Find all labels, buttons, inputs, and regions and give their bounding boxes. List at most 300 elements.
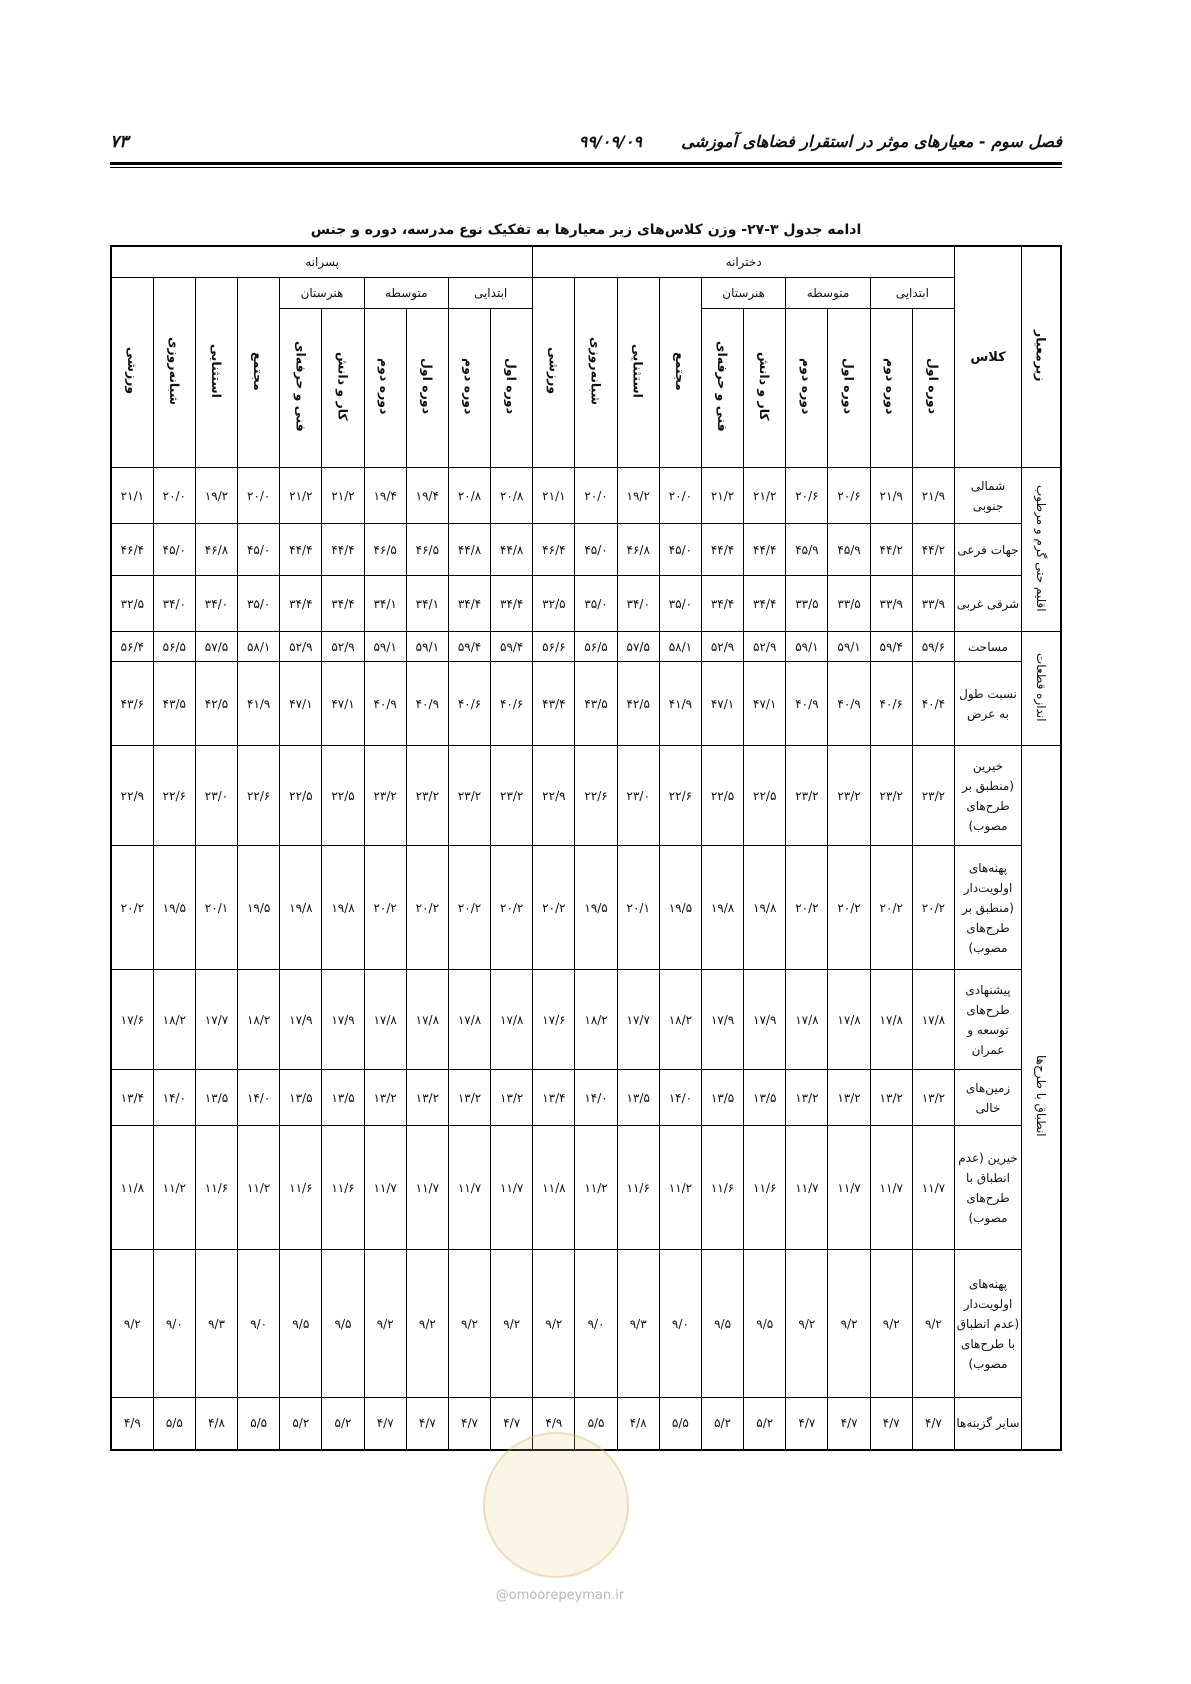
class-label: پهنه‌های اولویت‌دار (منطبق بر طرح‌های مصوب): [955, 846, 1022, 970]
value-cell: ۵۷/۵: [195, 632, 237, 662]
boys-col-technical: فنی و حرفه‌ای: [280, 309, 322, 468]
boys-col-complex: مجتمع: [238, 278, 280, 468]
table-row: [111, 524, 1061, 576]
value-cell: ۳۵/۰: [238, 576, 280, 632]
girls-col-middle-2: دوره دوم: [786, 309, 828, 468]
value-cell: ۹/۰: [153, 1250, 195, 1398]
value-cell: ۲۱/۲: [322, 468, 364, 524]
table-caption: ادامه جدول ۳-۲۷- وزن کلاس‌های زیر معیارها به تفکیک نوع مدرسه، دوره و جنس: [310, 222, 862, 238]
value-cell: ۲۳/۲: [364, 746, 406, 846]
value-cell: ۱۱/۲: [238, 1126, 280, 1250]
value-cell: ۲۰/۲: [364, 846, 406, 970]
value-cell: ۵/۵: [575, 1398, 617, 1450]
table-row: [111, 746, 1061, 846]
value-cell: ۴۴/۴: [744, 524, 786, 576]
value-cell: ۲۲/۵: [744, 746, 786, 846]
value-cell: ۱۱/۷: [870, 1126, 912, 1250]
value-cell: ۳۴/۱: [364, 576, 406, 632]
value-cell: ۳۴/۴: [448, 576, 490, 632]
value-cell: ۴۵/۰: [153, 524, 195, 576]
value-cell: ۴۰/۹: [406, 662, 448, 746]
value-cell: ۵۹/۴: [491, 632, 533, 662]
value-cell: ۱۹/۸: [322, 846, 364, 970]
class-label: مساحت: [955, 632, 1022, 662]
value-cell: ۳۴/۴: [491, 576, 533, 632]
value-cell: ۴۶/۵: [406, 524, 448, 576]
value-cell: ۱۴/۰: [238, 1070, 280, 1126]
value-cell: ۹/۲: [828, 1250, 870, 1398]
boys-col-boarding: شبانه‌روزی: [153, 278, 195, 468]
value-cell: ۲۲/۵: [701, 746, 743, 846]
value-cell: ۴۰/۴: [912, 662, 954, 746]
value-cell: ۳۳/۹: [870, 576, 912, 632]
value-cell: ۴۶/۸: [195, 524, 237, 576]
group-girls: دخترانه: [533, 246, 955, 278]
value-cell: ۲۱/۱: [533, 468, 575, 524]
value-cell: ۹/۰: [575, 1250, 617, 1398]
value-cell: ۵/۲: [322, 1398, 364, 1450]
value-cell: ۴۰/۹: [364, 662, 406, 746]
page-number: ۷۳: [110, 132, 129, 152]
value-cell: ۱۳/۲: [870, 1070, 912, 1126]
boys-col-middle-2: دوره دوم: [364, 309, 406, 468]
value-cell: ۲۰/۲: [533, 846, 575, 970]
value-cell: ۴/۷: [448, 1398, 490, 1450]
value-cell: ۱۹/۵: [238, 846, 280, 970]
value-cell: ۲۳/۲: [870, 746, 912, 846]
value-cell: ۴/۹: [111, 1398, 153, 1450]
value-cell: ۱۷/۸: [870, 970, 912, 1070]
value-cell: ۱۱/۷: [448, 1126, 490, 1250]
value-cell: ۲۱/۹: [912, 468, 954, 524]
value-cell: ۲۰/۱: [195, 846, 237, 970]
value-cell: ۵/۲: [701, 1398, 743, 1450]
class-label: شرقی غربی: [955, 576, 1022, 632]
value-cell: ۲۳/۲: [448, 746, 490, 846]
value-cell: ۱۹/۸: [280, 846, 322, 970]
value-cell: ۹/۲: [364, 1250, 406, 1398]
value-cell: ۱۱/۶: [617, 1126, 659, 1250]
value-cell: ۱۳/۵: [195, 1070, 237, 1126]
value-cell: ۱۸/۲: [575, 970, 617, 1070]
value-cell: ۴۱/۹: [238, 662, 280, 746]
value-cell: ۳۵/۰: [659, 576, 701, 632]
value-cell: ۴/۸: [617, 1398, 659, 1450]
value-cell: ۲۱/۲: [744, 468, 786, 524]
value-cell: ۱۹/۵: [153, 846, 195, 970]
value-cell: ۴۰/۶: [448, 662, 490, 746]
value-cell: ۴/۷: [786, 1398, 828, 1450]
boys-col-middle-1: دوره اول: [406, 309, 448, 468]
value-cell: ۲۳/۲: [828, 746, 870, 846]
value-cell: ۴/۷: [364, 1398, 406, 1450]
value-cell: ۹/۲: [111, 1250, 153, 1398]
value-cell: ۱۹/۴: [406, 468, 448, 524]
value-cell: ۳۳/۵: [786, 576, 828, 632]
value-cell: ۴۰/۶: [870, 662, 912, 746]
table-row: [111, 632, 1061, 662]
girls-col-middle-1: دوره اول: [828, 309, 870, 468]
value-cell: ۳۴/۰: [195, 576, 237, 632]
value-cell: ۳۴/۰: [153, 576, 195, 632]
value-cell: ۴/۷: [491, 1398, 533, 1450]
value-cell: ۹/۲: [870, 1250, 912, 1398]
value-cell: ۴۴/۴: [280, 524, 322, 576]
value-cell: ۵۶/۶: [533, 632, 575, 662]
value-cell: ۳۴/۱: [406, 576, 448, 632]
value-cell: ۱۷/۷: [617, 970, 659, 1070]
value-cell: ۱۷/۹: [322, 970, 364, 1070]
value-cell: ۲۲/۶: [153, 746, 195, 846]
table-row: [111, 846, 1061, 970]
value-cell: ۳۴/۰: [617, 576, 659, 632]
value-cell: ۹/۲: [786, 1250, 828, 1398]
value-cell: ۱۳/۵: [280, 1070, 322, 1126]
value-cell: ۳۳/۵: [828, 576, 870, 632]
value-cell: ۴۴/۸: [448, 524, 490, 576]
value-cell: ۱۹/۲: [617, 468, 659, 524]
girls-col-technical: فنی و حرفه‌ای: [701, 309, 743, 468]
value-cell: ۴۷/۱: [322, 662, 364, 746]
subcriterion-group: اندازه قطعات: [1022, 632, 1062, 746]
value-cell: ۵۸/۱: [659, 632, 701, 662]
class-label: خیرین (عدم انطباق با طرح‌های مصوب): [955, 1126, 1022, 1250]
value-cell: ۹/۳: [195, 1250, 237, 1398]
value-cell: ۳۴/۴: [701, 576, 743, 632]
value-cell: ۴۴/۲: [870, 524, 912, 576]
value-cell: ۴/۷: [870, 1398, 912, 1450]
value-cell: ۵۲/۹: [701, 632, 743, 662]
value-cell: ۱۱/۶: [322, 1126, 364, 1250]
class-label: شمالی جنوبی: [955, 468, 1022, 524]
col-subcriterion: زیرمعیار: [1022, 246, 1062, 468]
value-cell: ۱۱/۷: [491, 1126, 533, 1250]
value-cell: ۱۴/۰: [153, 1070, 195, 1126]
value-cell: ۲۰/۶: [828, 468, 870, 524]
boys-col-primary-1: دوره اول: [491, 309, 533, 468]
value-cell: ۴۱/۹: [659, 662, 701, 746]
value-cell: ۲۰/۰: [659, 468, 701, 524]
boys-col-sport: ورزشی: [111, 278, 153, 468]
value-cell: ۱۷/۸: [786, 970, 828, 1070]
boys-primary: ابتدایی: [448, 278, 532, 309]
value-cell: ۴۴/۴: [322, 524, 364, 576]
class-label: نسبت طول به عرض: [955, 662, 1022, 746]
value-cell: ۲۰/۲: [406, 846, 448, 970]
document-date: ۹۹/۰۹/۰۹: [578, 132, 642, 151]
girls-col-complex: مجتمع: [659, 278, 701, 468]
value-cell: ۱۷/۹: [744, 970, 786, 1070]
subcriterion-group: انطباق با طرح‌ها: [1022, 746, 1062, 1450]
value-cell: ۹/۲: [491, 1250, 533, 1398]
value-cell: ۴/۷: [406, 1398, 448, 1450]
header-rule-thick: [110, 162, 1062, 165]
class-label: سایر گزینه‌ها: [955, 1398, 1022, 1450]
value-cell: ۱۳/۲: [491, 1070, 533, 1126]
value-cell: ۲۱/۱: [111, 468, 153, 524]
value-cell: ۱۹/۵: [659, 846, 701, 970]
value-cell: ۱۱/۶: [701, 1126, 743, 1250]
boys-vocational: هنرستان: [280, 278, 364, 309]
value-cell: ۱۳/۵: [744, 1070, 786, 1126]
value-cell: ۴۰/۹: [828, 662, 870, 746]
value-cell: ۴/۹: [533, 1398, 575, 1450]
value-cell: ۲۲/۹: [111, 746, 153, 846]
value-cell: ۱۱/۶: [280, 1126, 322, 1250]
value-cell: ۲۰/۰: [153, 468, 195, 524]
value-cell: ۹/۵: [701, 1250, 743, 1398]
value-cell: ۳۲/۵: [111, 576, 153, 632]
table-row: [111, 1126, 1061, 1250]
value-cell: ۱۷/۸: [364, 970, 406, 1070]
value-cell: ۱۳/۲: [912, 1070, 954, 1126]
value-cell: ۹/۵: [744, 1250, 786, 1398]
class-label: جهات فرعی: [955, 524, 1022, 576]
value-cell: ۴۲/۵: [195, 662, 237, 746]
value-cell: ۴۶/۴: [111, 524, 153, 576]
value-cell: ۱۱/۶: [744, 1126, 786, 1250]
value-cell: ۱۸/۲: [153, 970, 195, 1070]
col-class: کلاس: [955, 246, 1022, 468]
value-cell: ۲۳/۰: [617, 746, 659, 846]
value-cell: ۲۰/۲: [111, 846, 153, 970]
value-cell: ۴/۸: [195, 1398, 237, 1450]
value-cell: ۴۰/۹: [786, 662, 828, 746]
value-cell: ۲۳/۲: [406, 746, 448, 846]
value-cell: ۹/۵: [322, 1250, 364, 1398]
value-cell: ۱۷/۹: [701, 970, 743, 1070]
boys-middle: متوسطه: [364, 278, 448, 309]
value-cell: ۵۹/۱: [364, 632, 406, 662]
value-cell: ۱۷/۸: [491, 970, 533, 1070]
value-cell: ۲۲/۶: [575, 746, 617, 846]
girls-col-special: استثنایی: [617, 278, 659, 468]
value-cell: ۴۶/۵: [364, 524, 406, 576]
value-cell: ۵۶/۵: [153, 632, 195, 662]
class-label: زمین‌های خالی: [955, 1070, 1022, 1126]
value-cell: ۲۰/۰: [238, 468, 280, 524]
value-cell: ۱۳/۴: [111, 1070, 153, 1126]
value-cell: ۱۱/۷: [364, 1126, 406, 1250]
value-cell: ۱۹/۵: [575, 846, 617, 970]
value-cell: ۲۳/۲: [491, 746, 533, 846]
girls-vocational: هنرستان: [701, 278, 785, 309]
value-cell: ۲۰/۲: [828, 846, 870, 970]
value-cell: ۵۹/۱: [828, 632, 870, 662]
girls-col-boarding: شبانه‌روزی: [575, 278, 617, 468]
girls-primary: ابتدایی: [870, 278, 954, 309]
value-cell: ۵۹/۴: [448, 632, 490, 662]
weights-table: [110, 245, 1062, 1451]
value-cell: ۲۰/۲: [448, 846, 490, 970]
value-cell: ۴۰/۶: [491, 662, 533, 746]
value-cell: ۱۷/۶: [111, 970, 153, 1070]
value-cell: ۱۹/۸: [744, 846, 786, 970]
value-cell: ۹/۲: [406, 1250, 448, 1398]
value-cell: ۱۹/۸: [701, 846, 743, 970]
value-cell: ۱۱/۲: [659, 1126, 701, 1250]
class-label: پیشنهادی طرح‌های توسعه و عمران: [955, 970, 1022, 1070]
value-cell: ۱۷/۶: [533, 970, 575, 1070]
table-row: [111, 468, 1061, 524]
value-cell: ۳۴/۴: [744, 576, 786, 632]
girls-col-primary-2: دوره دوم: [870, 309, 912, 468]
value-cell: ۲۲/۶: [659, 746, 701, 846]
value-cell: ۱۳/۵: [617, 1070, 659, 1126]
group-boys: پسرانه: [111, 246, 533, 278]
value-cell: ۲۰/۱: [617, 846, 659, 970]
table-row: [111, 662, 1061, 746]
value-cell: ۱۳/۲: [786, 1070, 828, 1126]
value-cell: ۹/۲: [912, 1250, 954, 1398]
value-cell: ۵/۲: [280, 1398, 322, 1450]
value-cell: ۱۴/۰: [659, 1070, 701, 1126]
table-row: [111, 970, 1061, 1070]
header-rule-thin: [110, 167, 1062, 168]
value-cell: ۲۰/۲: [786, 846, 828, 970]
value-cell: ۹/۰: [238, 1250, 280, 1398]
watermark-seal: [483, 1432, 629, 1578]
value-cell: ۱۹/۴: [364, 468, 406, 524]
value-cell: ۵۹/۶: [912, 632, 954, 662]
value-cell: ۵۹/۱: [406, 632, 448, 662]
value-cell: ۹/۳: [617, 1250, 659, 1398]
value-cell: ۵۷/۵: [617, 632, 659, 662]
value-cell: ۴۵/۰: [659, 524, 701, 576]
value-cell: ۴۳/۵: [153, 662, 195, 746]
value-cell: ۴/۷: [912, 1398, 954, 1450]
value-cell: ۴۳/۴: [533, 662, 575, 746]
chapter-title: فصل سوم - معیارهای موثر در استقرار فضاهای آموزشی: [681, 132, 1062, 151]
table-row: [111, 1250, 1061, 1398]
value-cell: ۲۲/۶: [238, 746, 280, 846]
value-cell: ۱۳/۲: [828, 1070, 870, 1126]
value-cell: ۵۶/۴: [111, 632, 153, 662]
value-cell: ۲۰/۸: [491, 468, 533, 524]
page-header: [110, 128, 1062, 162]
value-cell: ۲۰/۶: [786, 468, 828, 524]
value-cell: ۲۰/۲: [912, 846, 954, 970]
value-cell: ۳۳/۹: [912, 576, 954, 632]
table-row: [111, 576, 1061, 632]
value-cell: ۱۳/۲: [448, 1070, 490, 1126]
value-cell: ۱۱/۷: [406, 1126, 448, 1250]
value-cell: ۲۱/۹: [870, 468, 912, 524]
value-cell: ۴۴/۲: [912, 524, 954, 576]
value-cell: ۱۱/۷: [912, 1126, 954, 1250]
value-cell: ۴۵/۰: [575, 524, 617, 576]
table-row: [111, 1070, 1061, 1126]
value-cell: ۳۴/۴: [280, 576, 322, 632]
value-cell: ۱۱/۸: [111, 1126, 153, 1250]
class-label: پهنه‌های اولویت‌دار (عدم انطباق با طرح‌های مصوب): [955, 1250, 1022, 1398]
value-cell: ۳۲/۵: [533, 576, 575, 632]
girls-col-primary-1: دوره اول: [912, 309, 954, 468]
value-cell: ۱۱/۲: [575, 1126, 617, 1250]
value-cell: ۳۴/۴: [322, 576, 364, 632]
value-cell: ۴۷/۱: [744, 662, 786, 746]
value-cell: ۲۱/۲: [280, 468, 322, 524]
value-cell: ۱۳/۲: [406, 1070, 448, 1126]
value-cell: ۴۲/۵: [617, 662, 659, 746]
value-cell: ۴۳/۶: [111, 662, 153, 746]
value-cell: ۹/۰: [659, 1250, 701, 1398]
value-cell: ۲۳/۲: [912, 746, 954, 846]
value-cell: ۱۷/۷: [195, 970, 237, 1070]
value-cell: ۱۱/۸: [533, 1126, 575, 1250]
value-cell: ۹/۲: [533, 1250, 575, 1398]
value-cell: ۵۲/۹: [322, 632, 364, 662]
value-cell: ۱۷/۸: [912, 970, 954, 1070]
value-cell: ۲۲/۵: [322, 746, 364, 846]
value-cell: ۹/۲: [448, 1250, 490, 1398]
value-cell: ۹/۵: [280, 1250, 322, 1398]
value-cell: ۵۹/۱: [786, 632, 828, 662]
value-cell: ۱۷/۸: [448, 970, 490, 1070]
value-cell: ۴۵/۹: [828, 524, 870, 576]
value-cell: ۲۳/۰: [195, 746, 237, 846]
value-cell: ۲۰/۸: [448, 468, 490, 524]
class-label: خیرین (منطبق بر طرح‌های مصوب): [955, 746, 1022, 846]
value-cell: ۱۳/۲: [364, 1070, 406, 1126]
value-cell: ۴۵/۹: [786, 524, 828, 576]
subcriterion-group: اقلیم حتی گرم و مرطوب: [1022, 468, 1062, 632]
watermark-text: @omoorepeyman.ir: [495, 1588, 625, 1603]
value-cell: ۵/۵: [238, 1398, 280, 1450]
value-cell: ۲۰/۲: [491, 846, 533, 970]
value-cell: ۴۷/۱: [701, 662, 743, 746]
value-cell: ۴۳/۵: [575, 662, 617, 746]
value-cell: ۵۲/۹: [280, 632, 322, 662]
value-cell: ۳۵/۰: [575, 576, 617, 632]
value-cell: ۲۱/۲: [701, 468, 743, 524]
girls-middle: متوسطه: [786, 278, 870, 309]
value-cell: ۵۹/۴: [870, 632, 912, 662]
value-cell: ۴۴/۴: [701, 524, 743, 576]
boys-col-primary-2: دوره دوم: [448, 309, 490, 468]
value-cell: ۲۰/۰: [575, 468, 617, 524]
value-cell: ۴/۷: [828, 1398, 870, 1450]
value-cell: ۵/۵: [153, 1398, 195, 1450]
value-cell: ۱۷/۹: [280, 970, 322, 1070]
value-cell: ۱۱/۷: [828, 1126, 870, 1250]
value-cell: ۱۸/۲: [659, 970, 701, 1070]
value-cell: ۴۵/۰: [238, 524, 280, 576]
value-cell: ۵/۲: [744, 1398, 786, 1450]
value-cell: ۵/۵: [659, 1398, 701, 1450]
value-cell: ۵۶/۵: [575, 632, 617, 662]
value-cell: ۵۸/۱: [238, 632, 280, 662]
value-cell: ۴۴/۸: [491, 524, 533, 576]
value-cell: ۲۰/۲: [870, 846, 912, 970]
value-cell: ۱۳/۵: [322, 1070, 364, 1126]
value-cell: ۲۳/۲: [786, 746, 828, 846]
value-cell: ۱۸/۲: [238, 970, 280, 1070]
value-cell: ۴۷/۱: [280, 662, 322, 746]
value-cell: ۴۶/۸: [617, 524, 659, 576]
value-cell: ۱۳/۴: [533, 1070, 575, 1126]
girls-col-work: کار و دانش: [744, 309, 786, 468]
girls-col-sport: ورزشی: [533, 278, 575, 468]
boys-col-special: استثنایی: [195, 278, 237, 468]
value-cell: ۱۴/۰: [575, 1070, 617, 1126]
value-cell: ۱۳/۵: [701, 1070, 743, 1126]
value-cell: ۱۹/۲: [195, 468, 237, 524]
value-cell: ۲۲/۵: [280, 746, 322, 846]
value-cell: ۱۷/۸: [828, 970, 870, 1070]
value-cell: ۱۱/۶: [195, 1126, 237, 1250]
boys-col-work: کار و دانش: [322, 309, 364, 468]
